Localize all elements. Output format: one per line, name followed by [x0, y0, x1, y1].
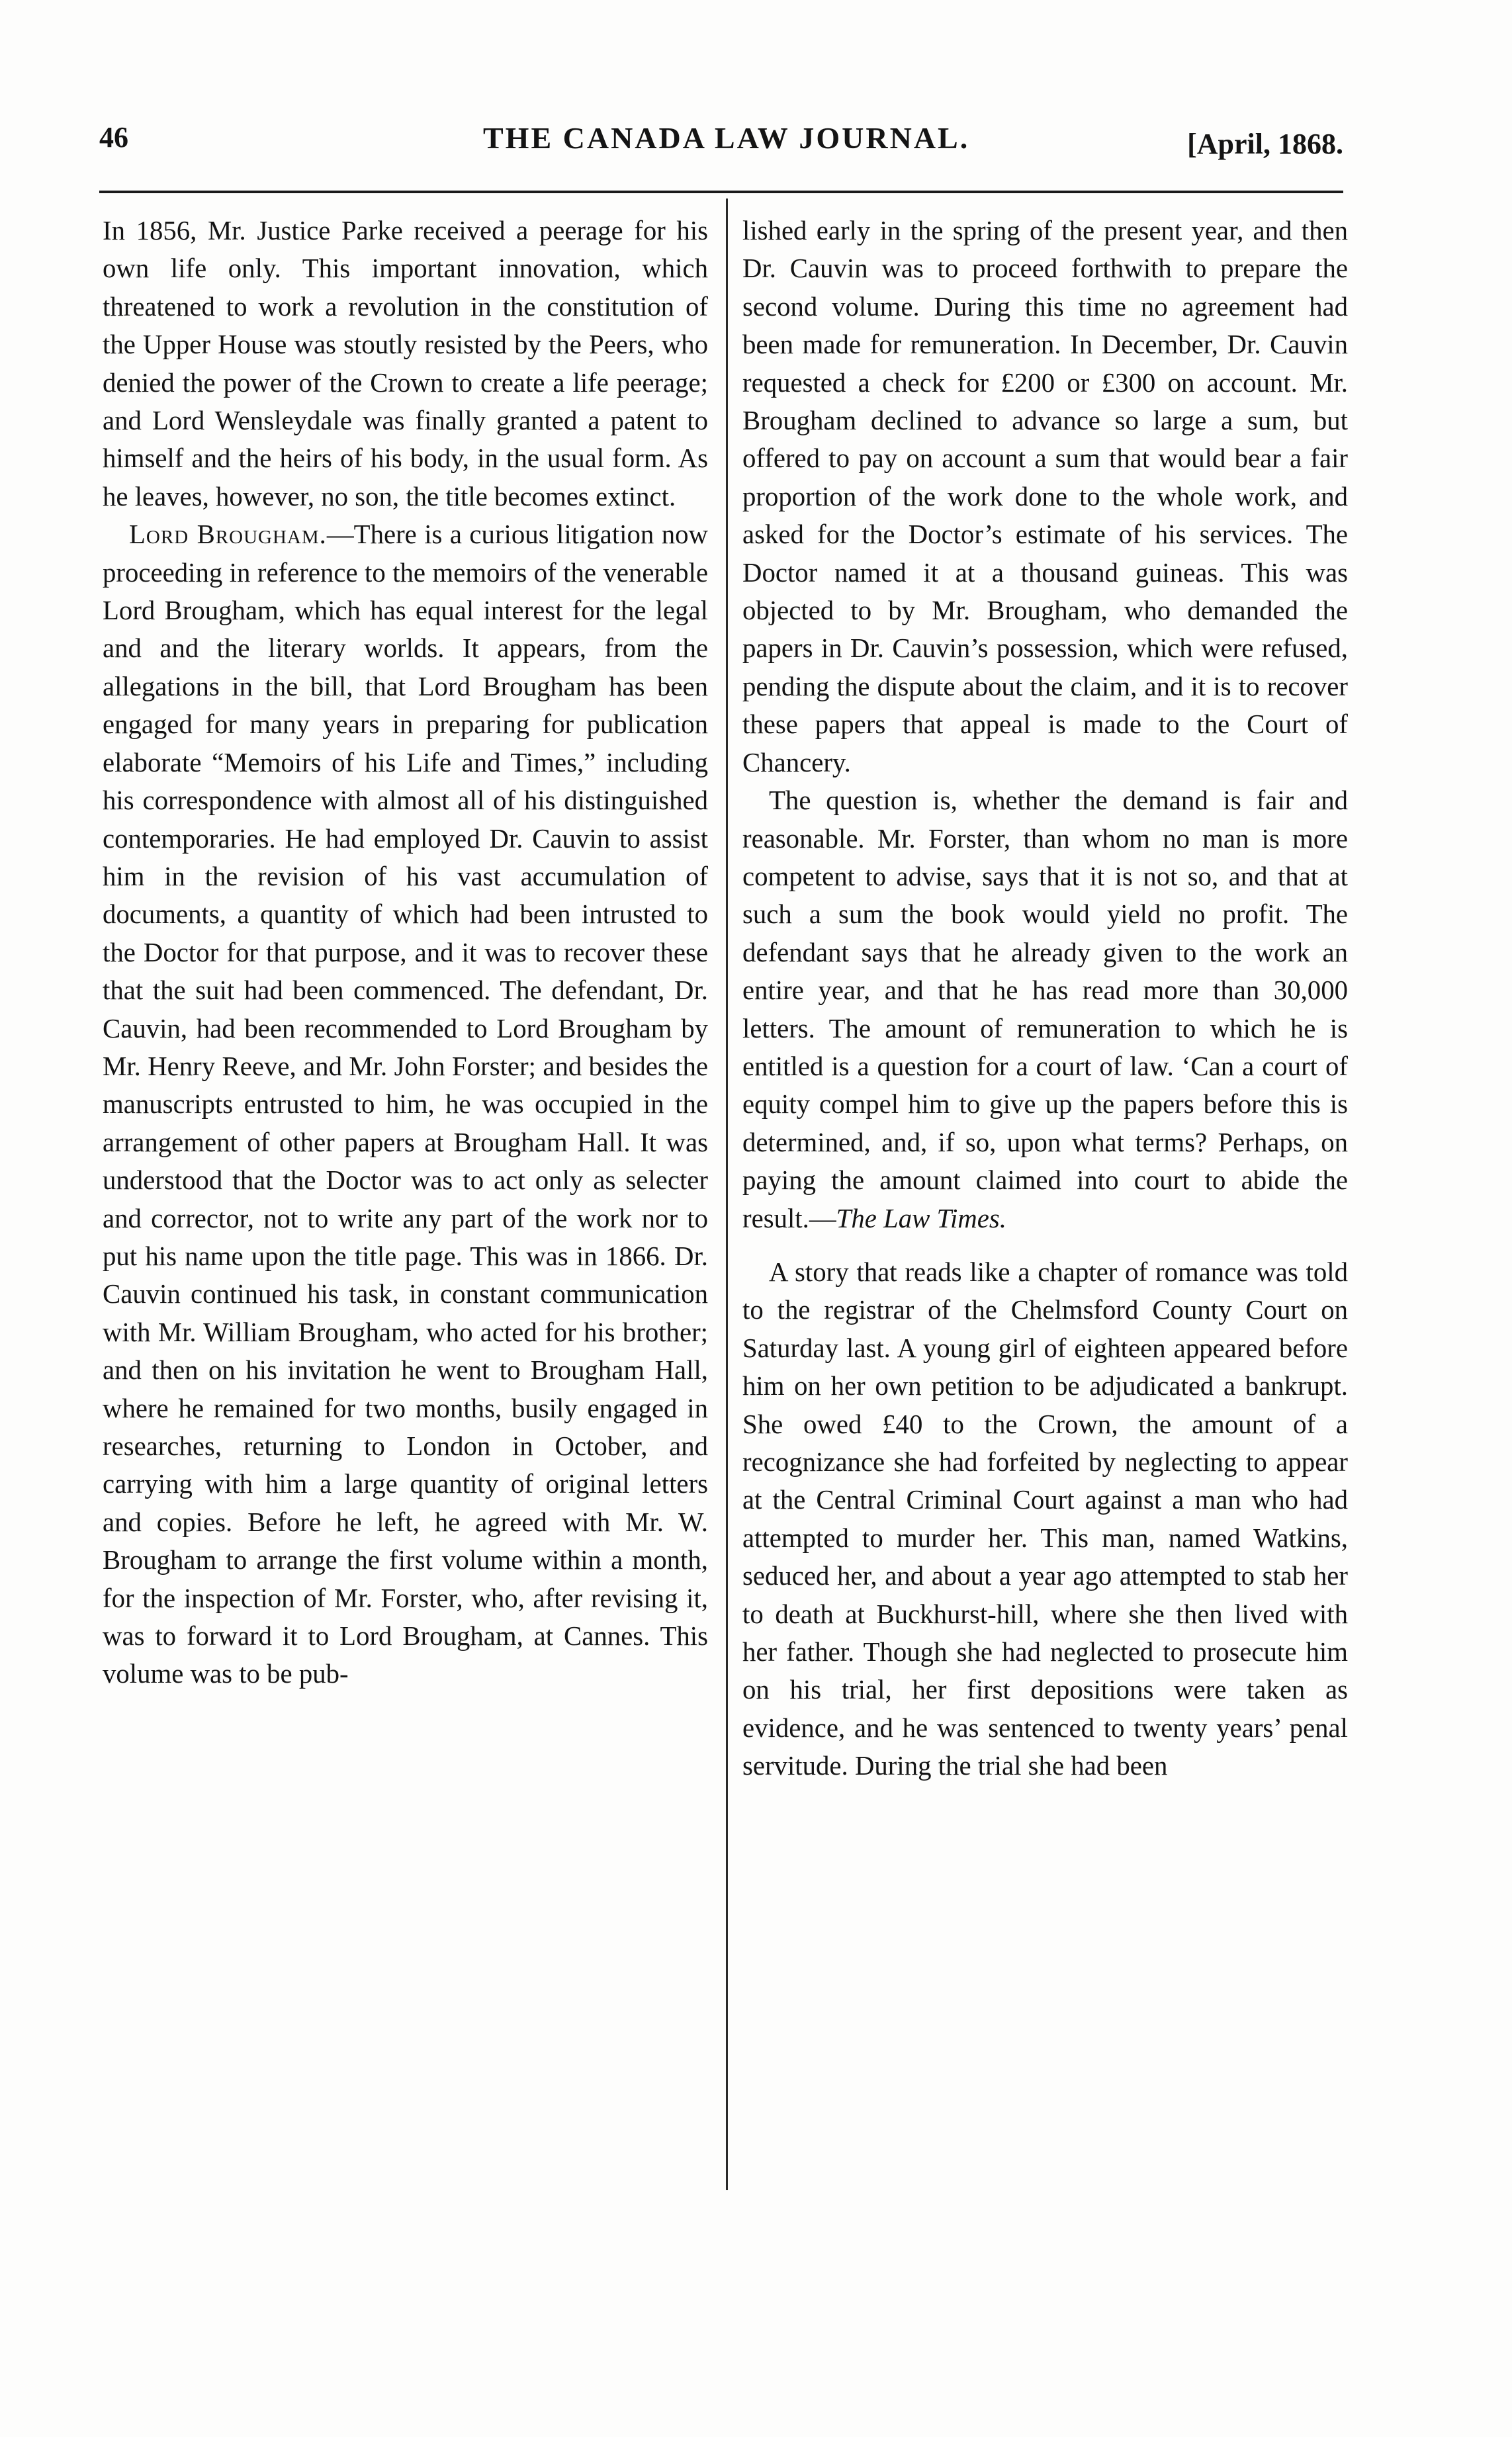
- paragraph-life-peerage: In 1856, Mr. Justice Parke received a peerage for his own life only. This important innovation, which threatened to work a revolution in the constitution of the Upper House was stoutly resisted by the Peers, who denied the power of the Crown to create a life peerage; and Lord Wensleydale was finally granted a patent to himself and the heirs of his body, in the usual form. As he leaves, however, no son, the title becomes extinct.: [103, 216, 708, 511]
- section-heading-lord-brougham: Lord Brougham.: [129, 519, 327, 550]
- page-number: 46: [99, 121, 128, 154]
- column-divider: [726, 199, 728, 2190]
- paragraph-question: [742, 781, 1348, 1237]
- left-column: [103, 212, 708, 1693]
- paragraph-lord-brougham-body: —There is a curious litigation now proceeding in reference to the memoirs of the venerable Lord Brougham, which has equal interest for the legal and and the literary worlds. It appears, from the allegations in the bill, that Lord Brougham has been engaged for many years in preparing for publication elaborate “Memoirs of his Life and Times,” including his correspondence with almost all of his distinguished contemporaries. He had employed Dr. Cauvin to assist him in the revision of his vast accumulation of documents, a quantity of which had been intrusted to the Doctor for that purpose, and it was to recover these that the suit had been commenced. The defendant, Dr. Cauvin, had been recommended to Lord Brougham by Mr. Henry Reeve, and Mr. John Forster; and besides the manuscripts entrusted to him, he was occupied in the arrangement of other papers at Brougham Hall. It was understood that the Doctor was to act only as selecter and corrector, not to write any part of the work nor to put his name upon the title page. This was in 1866. Dr. Cauvin continued his task, in constant communication with Mr. William Brougham, who acted for his brother; and then on his invitation he went to Brougham Hall, where he remained for two months, busily engaged in researches, returning to London in October, and carrying with him a large quantity of original letters and copies. Before he left, he agreed with Mr. W. Brougham to arrange the first volume within a month, for the inspection of Mr. Forster, who, after revising it, was to forward it to Lord Brougham, at Cannes. This volume was to be pub-: [103, 519, 708, 1689]
- header-rule: [99, 191, 1343, 193]
- paragraph-continuation: lished early in the spring of the present year, and then Dr. Cauvin was to proceed forthwith to prepare the second volume. During this time no agreement had been made for remuneration. In December, Dr. Cauvin requested a check for £200 or £300 on account. Mr. Brougham declined to advance so large a sum, but offered to pay on account a sum that would bear a fair proportion of the work done to the whole work, and asked for the Doctor’s estimate of his services. The Doctor named it at a thousand guineas. This was objected to by Mr. Brougham, who demanded the papers in Dr. Cauvin’s possession, which were refused, pending the dispute about the claim, and it is to recover these papers that appeal is made to the Court of Chancery.: [742, 216, 1348, 777]
- right-column: [742, 212, 1348, 1785]
- page-header: [99, 112, 1343, 165]
- paragraph-story: A story that reads like a chapter of romance was told to the registrar of the Chelmsford County Court on Saturday last. A young girl of eighteen appeared before him on her own petition to be adjudicated a bankrupt. She owed £40 to the Crown, the amount of a recognizance she had forfeited by neglecting to appear at the Central Criminal Court against a man who had attempted to murder her. This man, named Watkins, seduced her, and about a year ago attempted to stab her to death at Buckhurst-hill, where she then lived with her father. Though she had neglected to prosecute him on his trial, her first depositions were taken as evidence, and he was sentenced to twenty years’ penal servitude. During the trial she had been: [742, 1257, 1348, 1781]
- journal-title: THE CANADA LAW JOURNAL.: [483, 121, 970, 155]
- paragraph-lord-brougham: [103, 515, 708, 1693]
- issue-date: [April, 1868.: [1187, 128, 1343, 160]
- paragraph-question-body: The question is, whether the demand is fair and reasonable. Mr. Forster, than whom no man is more competent to advise, says that it is not so, and that at such a sum the book would yield no profit. The defendant says that he already given to the work an entire year, and that he has read more than 30,000 letters. The amount of remuneration to which he is entitled is a question for a court of law. ‘Can a court of equity compel him to give up the papers before this is determined, and, if so, upon what terms? Perhaps, on paying the amount claimed into court to abide the result.—: [742, 785, 1348, 1233]
- source-citation: The Law Times.: [836, 1203, 1006, 1233]
